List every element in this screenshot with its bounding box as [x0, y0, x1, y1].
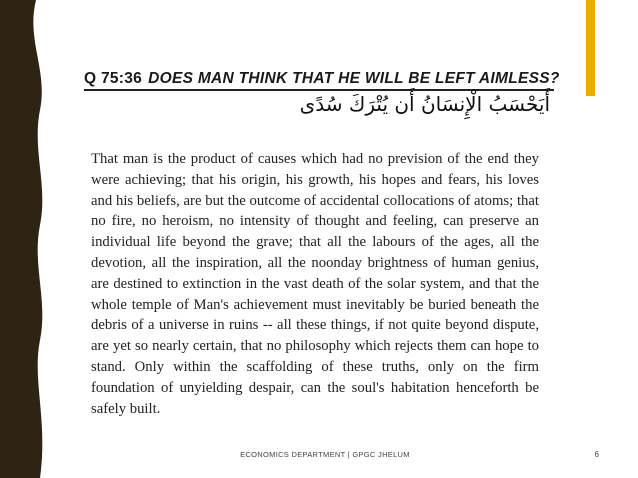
left-decorative-band — [0, 0, 60, 478]
body-quote: That man is the product of causes which had no prevision of the end they were achieving; that his origin, his growth, his hopes and fears, his loves and his beliefs, are but the outcome of accidental collocations of atoms; that no fire, no heroism, no intensity of thought and feeling, can preserve an individual life beyond the grave; that all the labours of the ages, all the devotion, all the inspiration, all the noonday brightness of human genius, are destined to extinction in the vast death of the solar system, and that the whole temple of Man's achievement must inevitably be buried beneath the debris of a universe in ruins -- all these things, if not quite beyond dispute, are yet so nearly certain, that no philosophy which rejects them can hope to stand. Only within the scaffolding of these truths, only on the firm foundation of unyielding despair, can the soul's habitation henceforth be safely built. — [91, 151, 539, 417]
footer-text: ECONOMICS DEPARTMENT | GPGC JHELUM — [240, 450, 410, 459]
arabic-verse: أَيَحْسَبُ الْإِنسَانُ أَن يُتْرَكَ سُدًى — [299, 92, 550, 116]
footer — [0, 450, 638, 466]
title-underline — [84, 89, 554, 91]
page-number: 6 — [594, 450, 599, 459]
verse-reference: Q 75:36 — [84, 70, 143, 87]
title-question: DOES MAN THINK THAT HE WILL BE LEFT AIMLESS? — [148, 70, 560, 87]
accent-bar — [586, 0, 595, 96]
